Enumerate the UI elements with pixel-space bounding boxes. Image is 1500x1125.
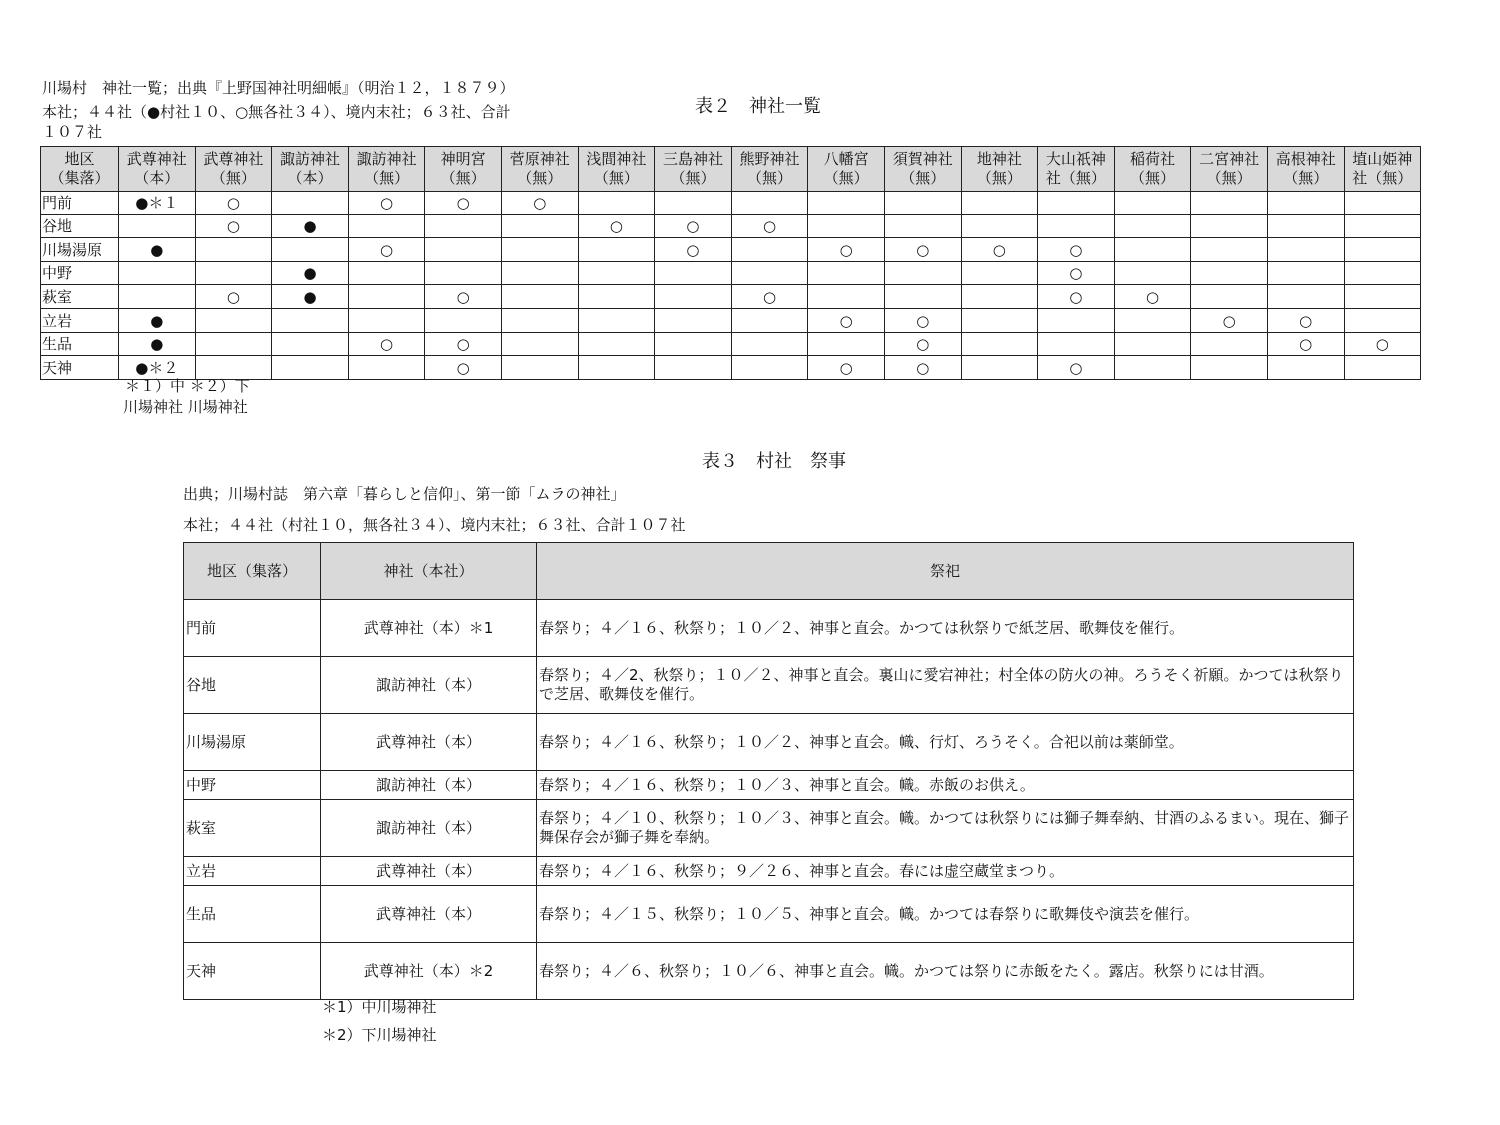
table2-mark-cell [731,333,808,356]
table2-mark-cell [272,192,349,215]
table2-mark-cell [731,262,808,285]
table2-mark-cell: ○ [195,215,272,238]
table2-row [41,285,1421,309]
table3-district-cell: 中野 [184,771,321,800]
table2-mark-cell [425,262,502,285]
table3-district-cell: 川場湯原 [184,714,321,771]
table2-mark-cell [1344,356,1421,380]
table2-mark-cell [961,356,1038,380]
table2-mark-cell [731,309,808,333]
table2-mark-cell [272,333,349,356]
table2-mark-cell [578,192,655,215]
table2-header-cell: 三島神社 （無） [655,147,732,192]
table2-mark-cell [961,285,1038,309]
table2-district-cell: 川場湯原 [41,238,119,262]
table2-mark-cell: ● [119,333,196,356]
table3-shrine-cell: 武尊神社（本） [321,857,537,886]
table2-mark-cell [1038,309,1115,333]
table2-mark-cell [884,192,961,215]
table2-mark-cell [655,285,732,309]
festival-table [183,542,1354,1000]
table2-mark-cell [808,192,885,215]
table2-mark-cell [1344,285,1421,309]
table2-mark-cell [731,192,808,215]
table3-district-cell: 門前 [184,600,321,657]
table2-header-cell: 熊野神社 （無） [731,147,808,192]
table2-mark-cell [961,262,1038,285]
table2-row [41,333,1421,356]
table2-mark-cell [808,262,885,285]
table2-mark-cell [884,262,961,285]
table2-mark-cell: ○ [808,356,885,380]
table2-mark-cell [1114,333,1191,356]
table3-header-festival: 祭祀 [537,543,1354,600]
table2-header-cell: 武尊神社 （本） [119,147,196,192]
table2-mark-cell [501,333,578,356]
table2-row [41,238,1421,262]
table3-festival-cell: 春祭り；４／2、秋祭り；１０／２、神事と直会。裏山に愛宕神社；村全体の防火の神。ろうそく祈願。かつては秋祭りで芝居、歌舞伎を催行。 [537,657,1354,714]
table2-mark-cell: ● [272,262,349,285]
table2-row [41,215,1421,238]
table3-note-1: ＊1）中川場神社 [322,998,437,1016]
table2-mark-cell [961,309,1038,333]
table2-mark-cell: ○ [578,215,655,238]
table2-row [41,192,1421,215]
table2-mark-cell [195,238,272,262]
table2-mark-cell [808,333,885,356]
table2-mark-cell: ○ [348,238,425,262]
table2-mark-cell: ○ [348,333,425,356]
table3-row [184,657,1354,714]
table2-row [41,309,1421,333]
table2-mark-cell: ○ [884,333,961,356]
table2-mark-cell [348,309,425,333]
table2-mark-cell [1191,333,1268,356]
table2-mark-cell [1344,262,1421,285]
table2-mark-cell [272,238,349,262]
table2-mark-cell [348,285,425,309]
table3-district-cell: 萩室 [184,800,321,857]
table2-header-cell: 諏訪神社 （無） [348,147,425,192]
table2-mark-cell [195,333,272,356]
table2-mark-cell [808,215,885,238]
table3-row [184,800,1354,857]
table2-district-cell: 谷地 [41,215,119,238]
table2-mark-cell: ○ [1038,285,1115,309]
table2-mark-cell [195,262,272,285]
table2-mark-cell: ○ [1267,309,1344,333]
table3-festival-cell: 春祭り；４／１０、秋祭り；１０／３、神事と直会。幟。かつては秋祭りには獅子舞奉納、甘酒のふるまい。現在、獅子舞保存会が獅子舞を奉納。 [537,800,1354,857]
table2-mark-cell [1267,192,1344,215]
table3-row [184,771,1354,800]
table2-mark-cell: ○ [1114,285,1191,309]
table2-mark-cell [655,356,732,380]
table3-shrine-cell: 武尊神社（本） [321,886,537,943]
table2-mark-cell [1267,262,1344,285]
table2-mark-cell: ○ [1344,333,1421,356]
table2-mark-cell [1114,192,1191,215]
table2-mark-cell [1114,238,1191,262]
table3-header-row [184,543,1354,600]
table3-shrine-cell: 武尊神社（本）＊2 [321,943,537,1000]
table2-title: 表２ 神社一覧 [695,96,821,117]
table2-mark-cell [1191,285,1268,309]
table2-mark-cell [501,215,578,238]
table2-mark-cell: ○ [195,192,272,215]
table2-mark-cell: ○ [425,333,502,356]
table2-mark-cell: ○ [425,356,502,380]
table3-row [184,600,1354,657]
table2-header-cell: 埴山姫神 社（無） [1344,147,1421,192]
table2-mark-cell: ○ [1038,262,1115,285]
table2-note-2: 川場神社 川場神社 [123,398,248,416]
table3-header-district: 地区（集落） [184,543,321,600]
table2-mark-cell [348,215,425,238]
table2-mark-cell [1344,238,1421,262]
table3-summary: 本社；４４社（村社１０，無各社３４）、境内末社；６３社、合計１０７社 [183,516,686,534]
table3-row [184,943,1354,1000]
table2-mark-cell [578,356,655,380]
table2-mark-cell: ○ [425,192,502,215]
header-line-3: １０７社 [42,123,103,141]
table2-mark-cell [1344,192,1421,215]
table2-mark-cell [578,262,655,285]
table2-mark-cell: ●＊１ [119,192,196,215]
table2-mark-cell: ○ [348,192,425,215]
table2-header-cell: 諏訪神社 （本） [272,147,349,192]
table2-header-cell: 大山祇神 社（無） [1038,147,1115,192]
table2-mark-cell: ○ [884,356,961,380]
table2-mark-cell [425,309,502,333]
table2-mark-cell [655,262,732,285]
table2-mark-cell: ○ [1038,356,1115,380]
table2-mark-cell [1038,192,1115,215]
header-line-2: 本社；４４社（●村社１０、○無各社３４）、境内末社；６３社、合計 [42,103,511,121]
table2-mark-cell [655,192,732,215]
table2-mark-cell [731,238,808,262]
table2-district-cell: 立岩 [41,309,119,333]
table2-header-cell: 神明宮 （無） [425,147,502,192]
table3-row [184,857,1354,886]
table2-mark-cell [272,356,349,380]
table2-mark-cell: ○ [731,285,808,309]
table3-source: 出典；川場村誌 第六章「暮らしと信仰」、第一節「ムラの神社」 [183,485,626,503]
table2-mark-cell [1114,215,1191,238]
table2-mark-cell [1191,356,1268,380]
table2-mark-cell: ○ [884,238,961,262]
table2-mark-cell [578,309,655,333]
table3-row [184,714,1354,771]
table2-mark-cell: ●＊２ [119,356,196,380]
table2-mark-cell [119,262,196,285]
table2-mark-cell [731,356,808,380]
table3-festival-cell: 春祭り；４／１６、秋祭り；１０／２、神事と直会。幟、行灯、ろうそく。合祀以前は薬師堂。 [537,714,1354,771]
table2-mark-cell: ● [272,215,349,238]
table2-mark-cell: ○ [731,215,808,238]
table2-mark-cell: ○ [425,285,502,309]
table2-mark-cell: ● [119,309,196,333]
table2-mark-cell: ○ [655,238,732,262]
table3-festival-cell: 春祭り；４／１６、秋祭り；１０／３、神事と直会。幟。赤飯のお供え。 [537,771,1354,800]
table2-mark-cell: ○ [1038,238,1115,262]
table2-mark-cell [119,215,196,238]
table2-mark-cell: ○ [808,309,885,333]
table2-mark-cell [1267,285,1344,309]
table3-title: 表３ 村社 祭事 [702,451,846,472]
table2-mark-cell [961,215,1038,238]
table2-mark-cell [501,356,578,380]
table2-mark-cell [1038,215,1115,238]
table3-district-cell: 生品 [184,886,321,943]
table2-mark-cell [578,238,655,262]
table2-mark-cell [1191,192,1268,215]
table3-district-cell: 天神 [184,943,321,1000]
table2-mark-cell [1191,238,1268,262]
table2-header-cell: 八幡宮 （無） [808,147,885,192]
table2-mark-cell: ○ [655,215,732,238]
table3-shrine-cell: 武尊神社（本）＊1 [321,600,537,657]
table2-mark-cell [1114,262,1191,285]
table2-mark-cell [578,285,655,309]
table3-district-cell: 谷地 [184,657,321,714]
table3-shrine-cell: 諏訪神社（本） [321,771,537,800]
table2-mark-cell [1267,215,1344,238]
table2-mark-cell: ○ [195,285,272,309]
table2-mark-cell: ○ [1267,333,1344,356]
table2-mark-cell [348,262,425,285]
table2-header-row [41,147,1421,192]
table3-note-2: ＊2）下川場神社 [322,1026,437,1044]
table2-mark-cell [1267,356,1344,380]
table3-festival-cell: 春祭り；４／１６、秋祭り；９／２６、神事と直会。春には虚空蔵堂まつり。 [537,857,1354,886]
table3-shrine-cell: 武尊神社（本） [321,714,537,771]
table2-mark-cell: ○ [501,192,578,215]
table2-mark-cell [884,285,961,309]
table2-mark-cell: ○ [961,238,1038,262]
table2-mark-cell: ● [119,238,196,262]
table2-header-cell: 二宮神社 （無） [1191,147,1268,192]
table2-note-1: ＊１）中 ＊２）下 [125,377,250,395]
table2-mark-cell [578,333,655,356]
header-line-1: 川場村 神社一覧；出典『上野国神社明細帳』（明治１２，１８７９） [42,79,515,97]
table2-mark-cell [961,192,1038,215]
table2-mark-cell: ○ [808,238,885,262]
table2-mark-cell [348,356,425,380]
table2-mark-cell [1114,356,1191,380]
table2-mark-cell [1038,333,1115,356]
table3-shrine-cell: 諏訪神社（本） [321,800,537,857]
table2-mark-cell [1191,262,1268,285]
table2-mark-cell [425,215,502,238]
table2-mark-cell [119,285,196,309]
table3-festival-cell: 春祭り；４／１５、秋祭り；１０／５、神事と直会。幟。かつては春祭りに歌舞伎や演芸を催行。 [537,886,1354,943]
table2-header-cell: 浅間神社 （無） [578,147,655,192]
table3-festival-cell: 春祭り；４／１６、秋祭り；１０／２、神事と直会。かつては秋祭りで紙芝居、歌舞伎を催行。 [537,600,1354,657]
table2-district-cell: 天神 [41,356,119,380]
table2-header-cell: 高根神社 （無） [1267,147,1344,192]
table2-mark-cell [884,215,961,238]
table2-mark-cell: ○ [1191,309,1268,333]
table3-shrine-cell: 諏訪神社（本） [321,657,537,714]
table3-festival-cell: 春祭り；４／６、秋祭り；１０／６、神事と直会。幟。かつては祭りに赤飯をたく。露店。秋祭りには甘酒。 [537,943,1354,1000]
table2-mark-cell [272,309,349,333]
table2-row [41,262,1421,285]
table3-header-shrine: 神社（本社） [321,543,537,600]
table2-mark-cell: ○ [884,309,961,333]
table2-header-cell: 武尊神社 （無） [195,147,272,192]
table2-mark-cell [655,309,732,333]
table2-mark-cell [425,238,502,262]
table2-mark-cell [655,333,732,356]
table2-mark-cell [1191,215,1268,238]
table2-header-cell: 須賀神社 （無） [884,147,961,192]
table2-mark-cell [501,285,578,309]
table2-mark-cell [1344,309,1421,333]
table2-mark-cell [808,285,885,309]
table3-district-cell: 立岩 [184,857,321,886]
table2-mark-cell [1344,215,1421,238]
table2-header-cell: 稲荷社 （無） [1114,147,1191,192]
table2-district-cell: 中野 [41,262,119,285]
table2-mark-cell [501,262,578,285]
table2-mark-cell: ● [272,285,349,309]
table2-mark-cell [1114,309,1191,333]
table2-header-cell: 地区 （集落） [41,147,119,192]
table2-header-cell: 地神社 （無） [961,147,1038,192]
table2-header-cell: 菅原神社 （無） [501,147,578,192]
table2-district-cell: 萩室 [41,285,119,309]
shrine-list-table [40,146,1421,380]
table2-mark-cell [501,309,578,333]
table3-row [184,886,1354,943]
table2-mark-cell [195,309,272,333]
table2-mark-cell [1267,238,1344,262]
table2-district-cell: 門前 [41,192,119,215]
table2-mark-cell [501,238,578,262]
table2-district-cell: 生品 [41,333,119,356]
table2-mark-cell [961,333,1038,356]
